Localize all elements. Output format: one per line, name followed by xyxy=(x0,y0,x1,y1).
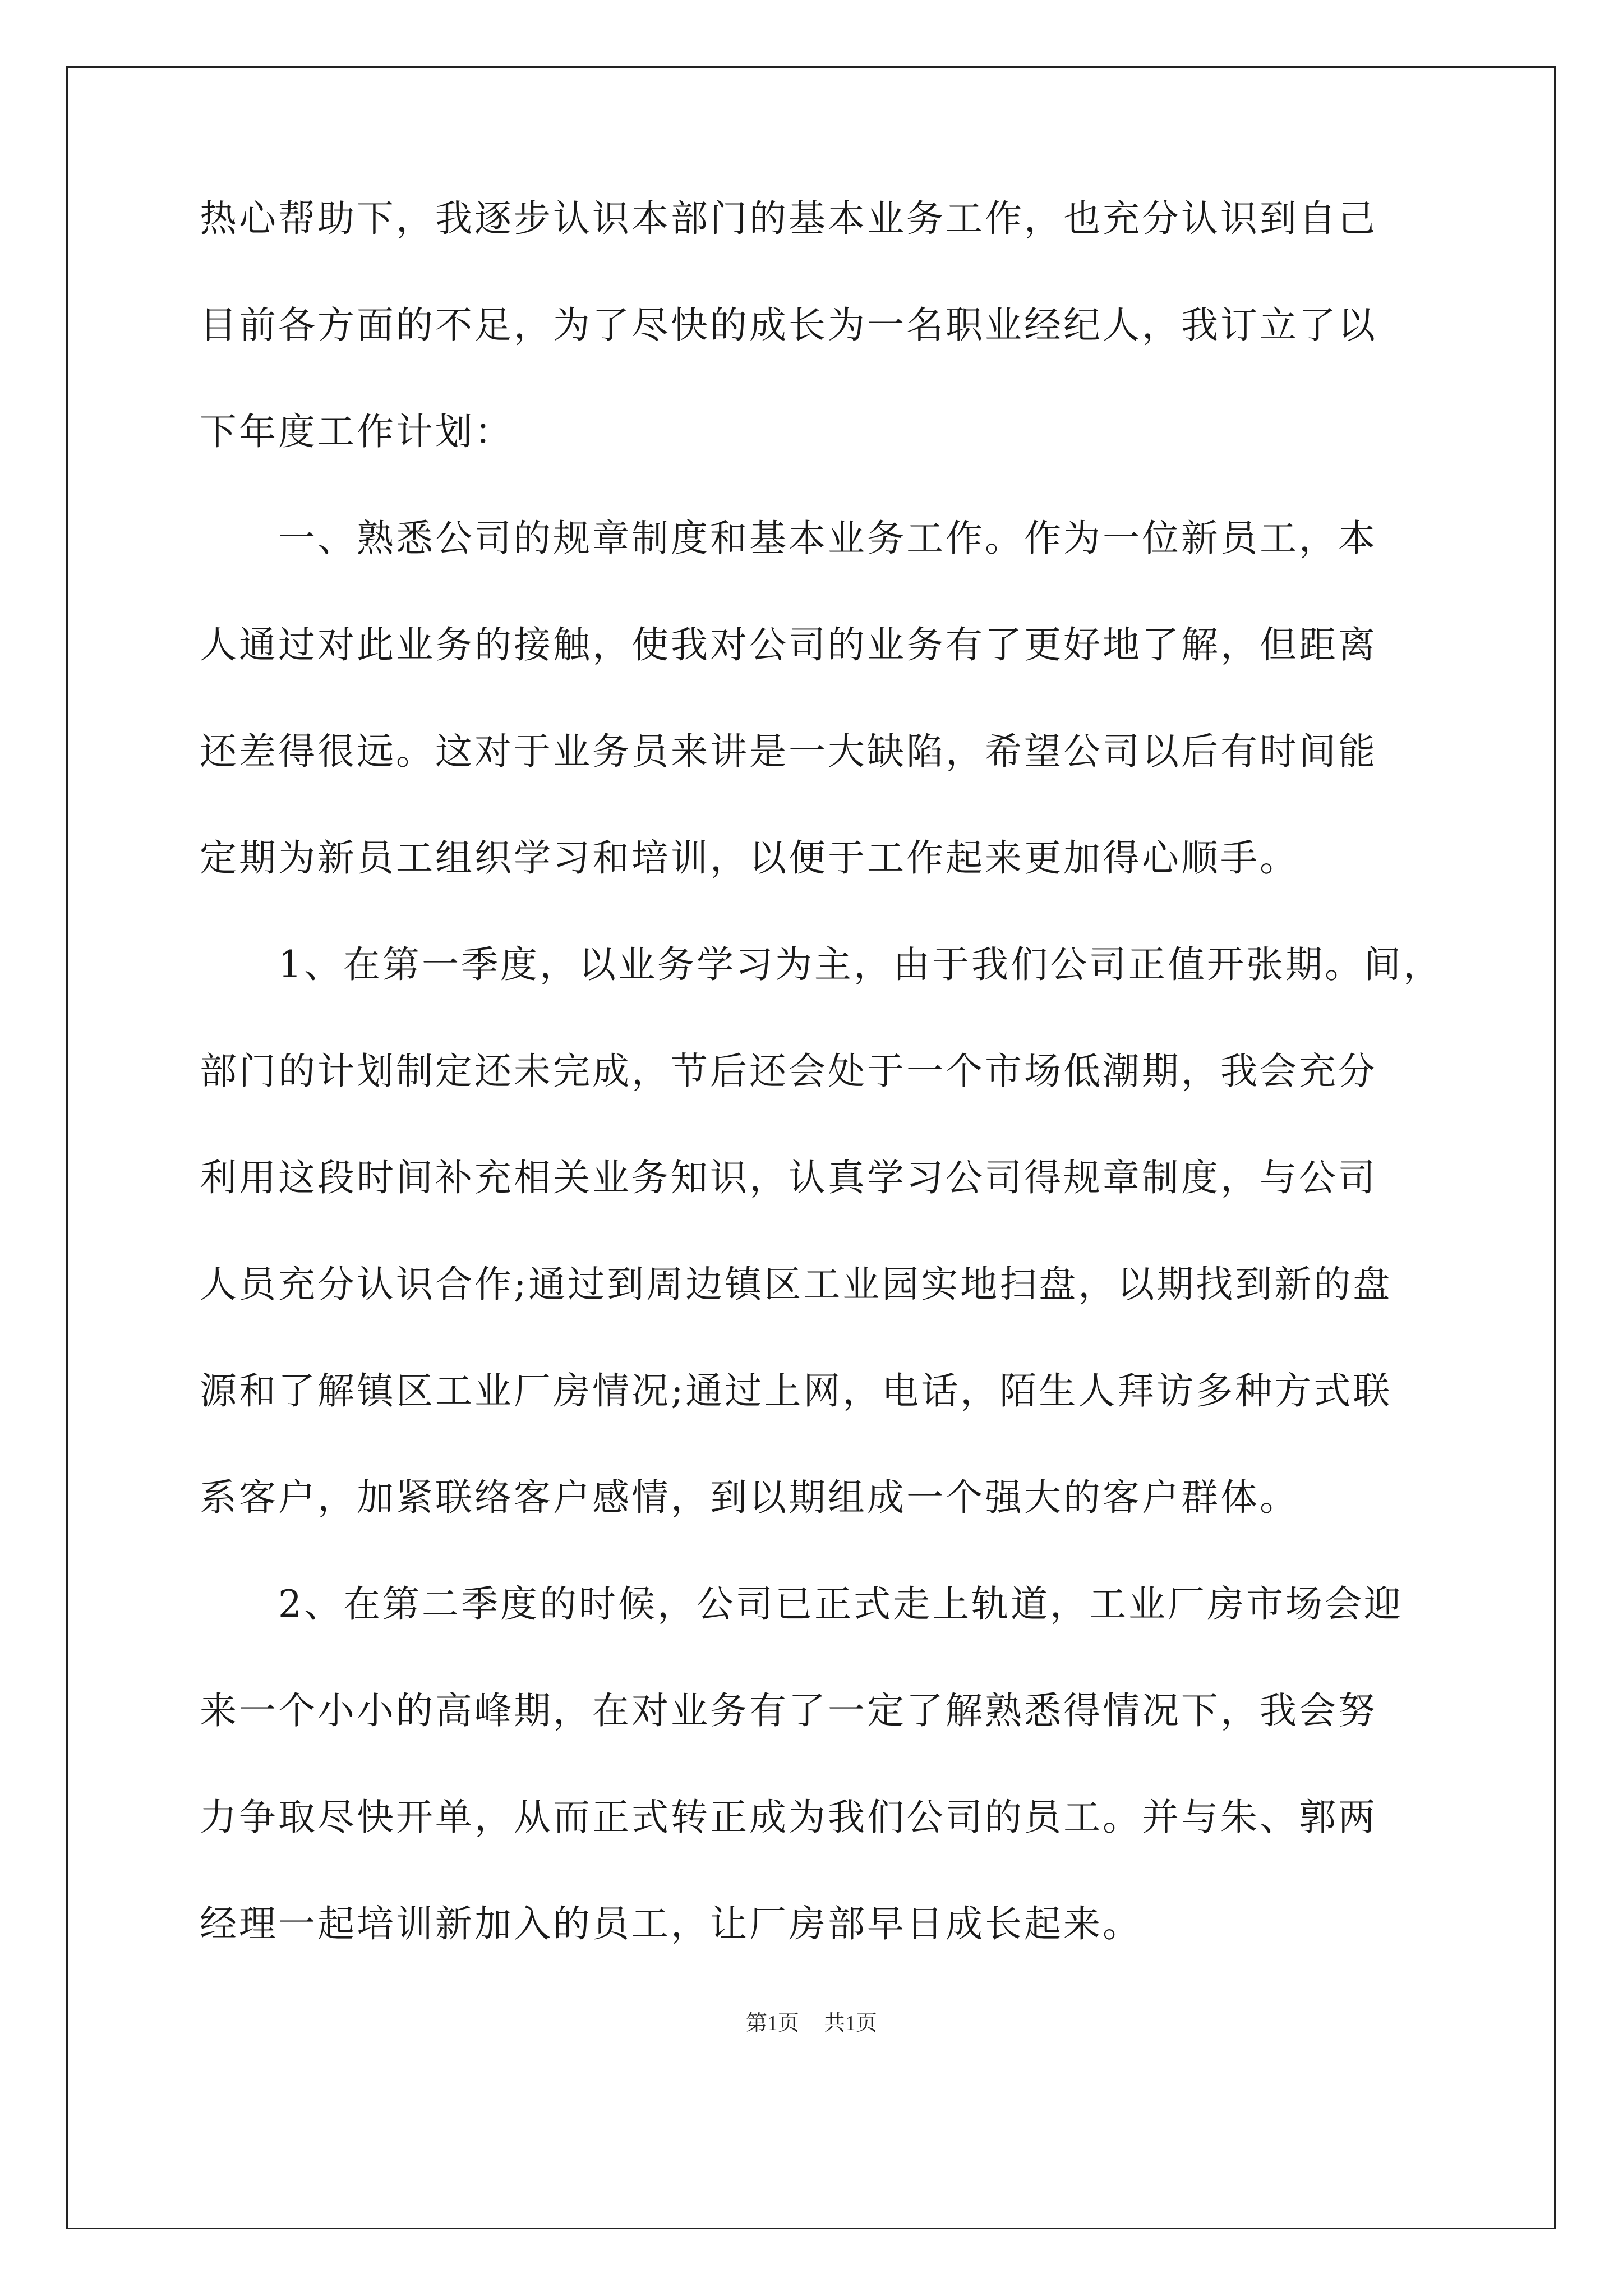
text-line-10: 利用这段时间补充相关业务知识，认真学习公司得规章制度，与公司 xyxy=(200,1156,1377,1199)
text-line-7: 定期为新员工组织学习和培训，以便于工作起来更加得心顺手。 xyxy=(200,836,1299,880)
text-line-5: 人通过对此业务的接触，使我对公司的业务有了更好地了解，但距离 xyxy=(200,623,1377,666)
text-line-6: 还差得很远。这对于业务员来讲是一大缺陷，希望公司以后有时间能 xyxy=(200,730,1377,773)
page-total: 共1页 xyxy=(824,2012,878,2035)
text-line-13: 系客户，加紧联络客户感情，到以期组成一个强大的客户群体。 xyxy=(200,1476,1299,1519)
text-line-1: 热心帮助下，我逐步认识本部门的基本业务工作，也充分认识到自己 xyxy=(200,197,1377,240)
text-line-4: 一、熟悉公司的规章制度和基本业务工作。作为一位新员工，本 xyxy=(278,517,1377,560)
text-line-2: 目前各方面的不足，为了尽快的成长为一名职业经纪人，我订立了以 xyxy=(200,303,1377,347)
text-line-11: 人员充分认识合作;通过到周边镇区工业园实地扫盘，以期找到新的盘 xyxy=(200,1263,1393,1306)
text-line-17: 经理一起培训新加入的员工，让厂房部早日成长起来。 xyxy=(200,1902,1142,1945)
text-line-9: 部门的计划制定还未完成，节后还会处于一个市场低潮期，我会充分 xyxy=(200,1050,1377,1093)
text-line-16: 力争取尽快开单，从而正式转正成为我们公司的员工。并与朱、郭两 xyxy=(200,1796,1377,1839)
text-line-8: 1、在第一季度，以业务学习为主，由于我们公司正值开张期。间， xyxy=(278,943,1442,986)
text-line-12: 源和了解镇区工业厂房情况;通过上网，电话，陌生人拜访多种方式联 xyxy=(200,1369,1393,1412)
page-footer xyxy=(0,2009,1623,2037)
text-line-15: 来一个小小的高峰期，在对业务有了一定了解熟悉得情况下，我会努 xyxy=(200,1689,1377,1732)
text-line-3: 下年度工作计划： xyxy=(200,410,514,453)
page-number: 第1页 xyxy=(745,2012,799,2035)
text-line-14: 2、在第二季度的时候，公司已正式走上轨道，工业厂房市场会迎 xyxy=(278,1582,1403,1626)
